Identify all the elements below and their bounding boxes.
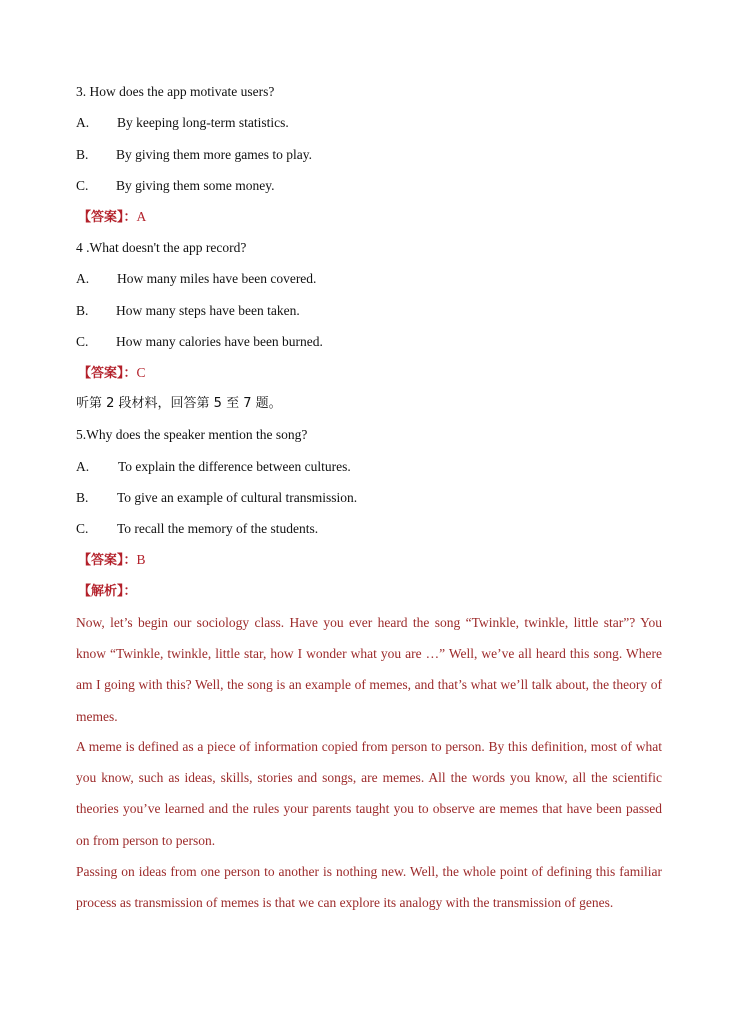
q3-option-a-letter: A.	[76, 115, 90, 130]
q4-option-a-letter: A.	[76, 271, 90, 286]
q4-option-b-text: How many steps have been taken.	[116, 303, 300, 318]
q5-option-a-text: To explain the difference between cultures.	[118, 459, 351, 474]
q5-option-b-text: To give an example of cultural transmission.	[117, 490, 358, 505]
q4-answer	[78, 364, 146, 383]
answer-label: 【答案】：	[78, 553, 137, 568]
q3-option-c-letter: C.	[76, 178, 89, 193]
answer-label: 【答案】：	[78, 366, 137, 381]
explanation-paragraph-1: Now, let’s begin our sociology class. Have you ever heard the song “Twinkle, twinkle, little star”? You know “Twinkle, twinkle, little star, how I wonder what you are …” Well, we’ve all heard this song. Where am I going with this? Well, the song is an example of memes, and that’s what we’ll talk about, the theory of memes.	[76, 615, 662, 724]
q3-option-a-text: By keeping long-term statistics.	[117, 115, 289, 130]
question-3-stem: 3. How does the app motivate users?	[76, 84, 275, 99]
q5-option-c-letter: C.	[76, 521, 89, 536]
question-4-stem: 4 .What doesn't the app record?	[76, 240, 247, 255]
answer-label: 【答案】：	[78, 210, 137, 225]
q5-answer	[78, 551, 146, 570]
q3-option-b-text: By giving them more games to play.	[116, 147, 312, 162]
q5-option-c-text: To recall the memory of the students.	[117, 521, 319, 536]
q5-option-b-letter: B.	[76, 490, 89, 505]
explanation-paragraph-2: A meme is defined as a piece of information copied from person to person. By this definition, most of what you know, such as ideas, skills, stories and songs, are memes. All the words you know, all the scientific theories you’ve learned and the rules your parents taught you to observe are memes that have been passed on from person to person.	[76, 739, 662, 848]
q5-option-a-letter: A.	[76, 459, 90, 474]
question-5-stem: 5.Why does the speaker mention the song?	[76, 427, 308, 442]
q3-option-b-letter: B.	[76, 147, 89, 162]
explanation-paragraph-3: Passing on ideas from one person to another is nothing new. Well, the whole point of defining this familiar process as transmission of memes is that we can explore its analogy with the transmission of genes.	[76, 864, 662, 911]
answer-value: B	[136, 552, 146, 567]
q4-option-c-text: How many calories have been burned.	[116, 334, 323, 349]
q3-answer	[78, 208, 146, 227]
q4-option-c-letter: C.	[76, 334, 89, 349]
q3-option-c-text: By giving them some money.	[116, 178, 275, 193]
q4-option-a-text: How many miles have been covered.	[117, 271, 317, 286]
section-instruction: 听第 2 段材料，回答第 5 至 7 题。	[76, 396, 282, 411]
answer-value: C	[136, 365, 146, 380]
explanation-label: 【解析】：	[78, 584, 137, 599]
q4-option-b-letter: B.	[76, 303, 89, 318]
answer-value: A	[136, 209, 147, 224]
